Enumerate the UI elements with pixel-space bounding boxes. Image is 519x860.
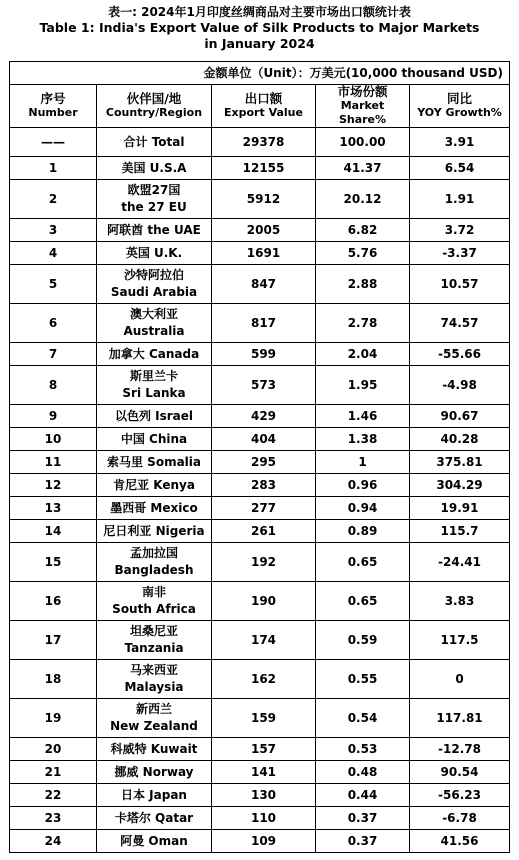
row-region [97,157,212,180]
table-row [10,582,510,621]
total-region: 合计 Total [97,128,212,157]
row-share: 0.37 [316,807,410,830]
row-region [97,621,212,660]
row-export: 817 [212,304,316,343]
row-region [97,219,212,242]
table-row [10,543,510,582]
row-number: 16 [10,582,97,621]
header-region: 伙伴国/地 Country/Region [97,85,212,128]
region-name: 阿曼 Oman [120,833,188,848]
row-export: 141 [212,761,316,784]
region-name-english: Bangladesh [114,563,194,577]
row-share: 0.44 [316,784,410,807]
row-region [97,405,212,428]
table-row [10,157,510,180]
region-name-english: the 27 EU [121,200,187,214]
row-export: 157 [212,738,316,761]
region-name: 加拿大 Canada [108,346,200,361]
row-share: 41.37 [316,157,410,180]
row-yoy: 1.91 [410,180,510,219]
title-block [0,0,519,52]
row-export: 847 [212,265,316,304]
row-export: 12155 [212,157,316,180]
row-number: 5 [10,265,97,304]
row-share: 1.95 [316,366,410,405]
table-row [10,474,510,497]
header-share: 市场份额 Market Share% [316,85,410,128]
region-name-english: Saudi Arabia [110,285,198,299]
row-yoy: 6.54 [410,157,510,180]
table-row [10,660,510,699]
row-number: 17 [10,621,97,660]
row-number: 23 [10,807,97,830]
row-number: 6 [10,304,97,343]
row-share: 0.54 [316,699,410,738]
row-share: 0.59 [316,621,410,660]
total-share: 100.00 [316,128,410,157]
row-export: 192 [212,543,316,582]
row-number: 15 [10,543,97,582]
title-chinese: 表一: 2024年1月印度丝绸商品对主要市场出口额统计表 [108,5,411,19]
region-name: 新西兰 [135,702,172,716]
row-number: 13 [10,497,97,520]
row-share: 2.04 [316,343,410,366]
row-yoy: 10.57 [410,265,510,304]
region-name: 英国 U.K. [125,245,183,260]
row-yoy: 304.29 [410,474,510,497]
row-yoy: 115.7 [410,520,510,543]
table-row [10,807,510,830]
row-export: 109 [212,830,316,853]
region-name-english: Tanzania [124,641,184,655]
row-export: 2005 [212,219,316,242]
header-export: 出口额 Export Value [212,85,316,128]
row-number: 3 [10,219,97,242]
row-region [97,761,212,784]
row-export: 429 [212,405,316,428]
header-number: 序号 Number [10,85,97,128]
row-export: 599 [212,343,316,366]
row-region [97,830,212,853]
row-number: 1 [10,157,97,180]
region-name: 挪威 Norway [114,764,194,779]
table-row [10,520,510,543]
row-region [97,582,212,621]
row-export: 5912 [212,180,316,219]
region-name: 科威特 Kuwait [110,741,198,756]
row-yoy: 117.81 [410,699,510,738]
table-row [10,738,510,761]
row-yoy: 375.81 [410,451,510,474]
row-export: 1691 [212,242,316,265]
region-name: 欧盟27国 [127,183,181,197]
region-name-english: New Zealand [110,719,198,733]
header-row [10,85,510,128]
row-share: 2.88 [316,265,410,304]
row-yoy: -3.37 [410,242,510,265]
row-region [97,738,212,761]
region-name: 马来西亚 [129,663,178,677]
row-share: 2.78 [316,304,410,343]
region-name: 尼日利亚 Nigeria [103,523,205,538]
row-region [97,304,212,343]
row-export: 110 [212,807,316,830]
row-number: 19 [10,699,97,738]
region-name-english: Malaysia [124,680,184,694]
region-name: 肯尼亚 Kenya [113,477,195,492]
table-row [10,242,510,265]
row-region [97,520,212,543]
region-name: 美国 U.S.A [121,160,187,175]
row-yoy: 3.72 [410,219,510,242]
row-region [97,497,212,520]
region-name: 斯里兰卡 [129,369,178,383]
row-number: 21 [10,761,97,784]
export-table [9,61,510,853]
row-region [97,474,212,497]
region-name: 阿联酋 the UAE [107,222,201,237]
row-yoy: -12.78 [410,738,510,761]
row-region [97,265,212,304]
row-share: 0.89 [316,520,410,543]
table-row [10,428,510,451]
title-english-line2: in January 2024 [204,36,315,51]
region-name: 中国 China [120,431,188,446]
row-number: 20 [10,738,97,761]
row-region [97,543,212,582]
region-name-english: Australia [123,324,185,338]
row-number: 22 [10,784,97,807]
row-region [97,366,212,405]
row-export: 174 [212,621,316,660]
row-export: 404 [212,428,316,451]
row-share: 0.53 [316,738,410,761]
row-yoy: 40.28 [410,428,510,451]
row-share: 1.46 [316,405,410,428]
row-export: 277 [212,497,316,520]
row-number: 11 [10,451,97,474]
table-row [10,304,510,343]
table-row [10,451,510,474]
region-name: 坦桑尼亚 [129,624,178,638]
row-share: 1 [316,451,410,474]
row-yoy: 0 [410,660,510,699]
row-yoy: 117.5 [410,621,510,660]
row-number: 4 [10,242,97,265]
row-number: 12 [10,474,97,497]
row-yoy: -24.41 [410,543,510,582]
row-export: 295 [212,451,316,474]
row-share: 6.82 [316,219,410,242]
table-row [10,366,510,405]
total-row [10,128,510,157]
table-row [10,219,510,242]
row-share: 0.55 [316,660,410,699]
row-yoy: 41.56 [410,830,510,853]
row-export: 159 [212,699,316,738]
row-share: 0.65 [316,582,410,621]
row-region [97,784,212,807]
unit-row [10,62,510,85]
row-share: 0.65 [316,543,410,582]
row-region [97,343,212,366]
row-share: 0.48 [316,761,410,784]
row-yoy: 90.54 [410,761,510,784]
region-name-english: Sri Lanka [122,386,186,400]
row-yoy: -6.78 [410,807,510,830]
region-name: 卡塔尔 Qatar [114,810,194,825]
total-number: —— [10,128,97,157]
table-row [10,405,510,428]
row-region [97,180,212,219]
unit-label: 金额单位（Unit）：万美元(10,000 thousand USD) [10,62,510,85]
row-number: 10 [10,428,97,451]
row-export: 573 [212,366,316,405]
row-export: 283 [212,474,316,497]
region-name: 索马里 Somalia [107,454,201,469]
row-yoy: 3.83 [410,582,510,621]
row-yoy: -56.23 [410,784,510,807]
row-region [97,660,212,699]
row-share: 0.94 [316,497,410,520]
row-yoy: 74.57 [410,304,510,343]
row-number: 2 [10,180,97,219]
table-row [10,180,510,219]
row-yoy: 19.91 [410,497,510,520]
header-yoy: 同比 YOY Growth% [410,85,510,128]
row-number: 24 [10,830,97,853]
row-number: 14 [10,520,97,543]
row-region [97,807,212,830]
row-region [97,699,212,738]
total-export: 29378 [212,128,316,157]
row-share: 0.37 [316,830,410,853]
row-share: 0.96 [316,474,410,497]
region-name: 日本 Japan [121,787,187,802]
row-region [97,242,212,265]
table-row [10,699,510,738]
row-number: 7 [10,343,97,366]
row-export: 190 [212,582,316,621]
row-number: 8 [10,366,97,405]
row-number: 9 [10,405,97,428]
row-yoy: -4.98 [410,366,510,405]
table-row [10,497,510,520]
row-region [97,451,212,474]
region-name: 南非 [141,585,166,599]
region-name: 澳大利亚 [129,307,178,321]
title-english-line1: Table 1: India's Export Value of Silk Products to Major Markets [39,20,480,35]
region-name: 以色列 Israel [114,408,194,423]
table-row [10,621,510,660]
region-name-english: South Africa [112,602,196,616]
row-export: 261 [212,520,316,543]
total-yoy: 3.91 [410,128,510,157]
table-row [10,784,510,807]
row-yoy: -55.66 [410,343,510,366]
region-name: 孟加拉国 [129,546,178,560]
region-name: 沙特阿拉伯 [123,268,184,282]
table-row [10,343,510,366]
row-export: 130 [212,784,316,807]
row-share: 5.76 [316,242,410,265]
row-number: 18 [10,660,97,699]
table-row [10,830,510,853]
row-export: 162 [212,660,316,699]
table-row [10,265,510,304]
row-region [97,428,212,451]
table-row [10,761,510,784]
region-name: 墨西哥 Mexico [110,500,198,515]
row-share: 1.38 [316,428,410,451]
row-yoy: 90.67 [410,405,510,428]
row-share: 20.12 [316,180,410,219]
